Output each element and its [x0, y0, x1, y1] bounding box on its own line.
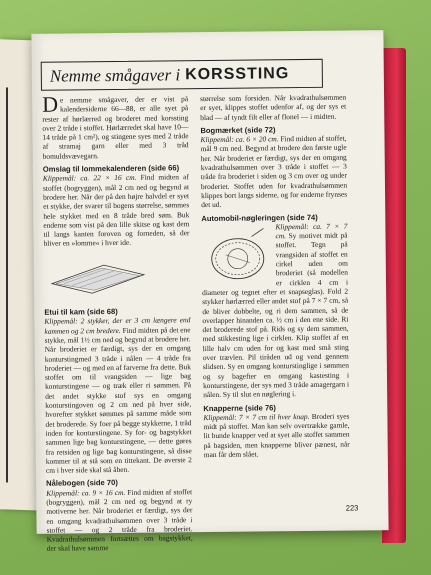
section-title: Nålebogen (side 70) [46, 478, 118, 489]
drop-cap: D [41, 91, 59, 117]
section-title: Etui til kam (side 68) [44, 307, 118, 317]
section-title: Omslag til lommekalenderen (side 66) [42, 163, 180, 174]
section-body: Klippemål: ca. 6 × 20 cm. Find midten af stoffet, mål 9 cm ned. Begynd at brodere den første ugle her. Når broderiet er færdigt, sys der en omgang kvadrathulsømmen over 3 tråde i stoffet — 3 tråde fra broderiet i siden og 3 cm over og under broderiet. Stoffet uden for kvadrathulsømmen klippes bort langs siderne, og for enderne frynses det ud. [200, 133, 348, 210]
section-body: Klippemål: 7 × 7 cm til hver knap. Broderi syes midt på stoffet. Man kan selv overtrække gamle, lit bunde knapper ved at syet alle stoffet sammen på bagsiden, men knapperne bliver pænest, når man får dem slået. [203, 411, 350, 460]
page-title [41, 59, 323, 91]
page-number: 223 [345, 503, 359, 513]
fold-sketch-image [44, 252, 184, 298]
section-title: Knapperne (side 76) [203, 402, 276, 413]
book-page [31, 30, 388, 554]
section-title: Bogmærket (side 72) [200, 125, 276, 135]
section-body: størrelse som forsiden. Når kvadrathulsømmen er syet, klippes stoffet udenfor af, og der sys et blad — af tyndt filt eller af flonel — i midten. [200, 92, 347, 122]
title-caps: KORSSTING [185, 64, 290, 83]
section-body: Klippemål: ca. 9 × 16 cm. Find midten af stoffet (bogryggen), mål 2 cm ned og begynd at ry motiverne her. Når broderiet er færdigt, sys der en omgang kvadrathulsømmen over 3 tråde i stoffet — og 2 tråde fra broderiet. Kvadrathulsømmen fortsættes om bagstykket, der skal have samme [46, 486, 193, 554]
section-body: Klippemål: ca. 7 × 7 cm. Sy motivet midt på stoffet. Tegn på vrangsiden af stoffet en cirkel uden om broderiet (så modellen er cirklen 4 cm i diameter og tegnet efter et snapseglas). Fold 2 stykker hørlærred eller andet stof på 7 × 7 cm, så de bliver dobbelte, og ri dem sammen, så de overlapper hinanden ca. ½ cm i den ene side. Ri det broderede stof på. Rids og sy dem sammen, med stikkesting lige i cirklen. Klip stoffet af en lille halv cm uden for og kast med små sting over trævlen. Pil tiråden ud og vend gennem slidsen. Sy en omgang konturstinglige i sømmen og sy bagefter en omgang kastesting i konturstingene, der sys med 3 tråde amagergarn i nålen. Sy til slut en nøglering i. [202, 221, 350, 400]
section-title: Automobil-nøgleringen (side 74) [201, 212, 318, 223]
section-body: Klippemål: 2 stykker, der er 3 cm længere end kammen og 2 cm bredere. Find midten på det ene stykke, mål 1½ cm ned og begynd at brodere her. Når broderiet er færdigt, sys der en omgang konturstingmed 3 tråde i nålen — 4 tråde fra broderiet — og med en af farverne fra dette. Buk stoffet om til vrangsiden — lige bag konturstingene — og træk eller ri sømmen. På det andet stykke stof sys en omgang konturstingoven og 2 cm ned på hver side, hvorefter stykket sømmes på samme måde som det broderede. Sy foer på begge stykkerne, 1 tråd inden for konturstingene. Sy for- og bagstykket sammen lige bag konturstingene, — dette gøres fra retsiden og lige bag konturstingene, så disse kommer til at stå som en tittekant. De øverste 2 cm i hver side skal stå åben. [44, 315, 192, 475]
right-column [200, 93, 350, 463]
title-italic: Nemme smågaver i [49, 64, 181, 86]
section-body: Klippemål: ca. 22 × 16 cm. Find midten af stoffet (bogryggen), mål 2 cm ned og begynd at brodere her. Når der på den højre halvdel er syet et stykke, der svarer til bogens størrelse, sømmes hele stykket med en 8 tråde bred søm. Buk enderne som vist på den lille skitse og kast dem til langs kanten foroven og forneden, så der bliver en »lomme« i hver ide. [42, 172, 190, 249]
intro-paragraph: De nemme smågaver, der er vist på kalendersiderne 66—88, er alle syet på rester af hørlærred og broderet med korssting over 2 tråde i stoffet. Hørlærredet skal have 10—14 tråde på 1 cm²), og stingene syes med 2 tråde af stramaj garn eller med 3 tråd bomuldsvævegarn. [41, 91, 189, 161]
left-column [41, 91, 193, 556]
keyring-sketch-image [201, 224, 272, 285]
